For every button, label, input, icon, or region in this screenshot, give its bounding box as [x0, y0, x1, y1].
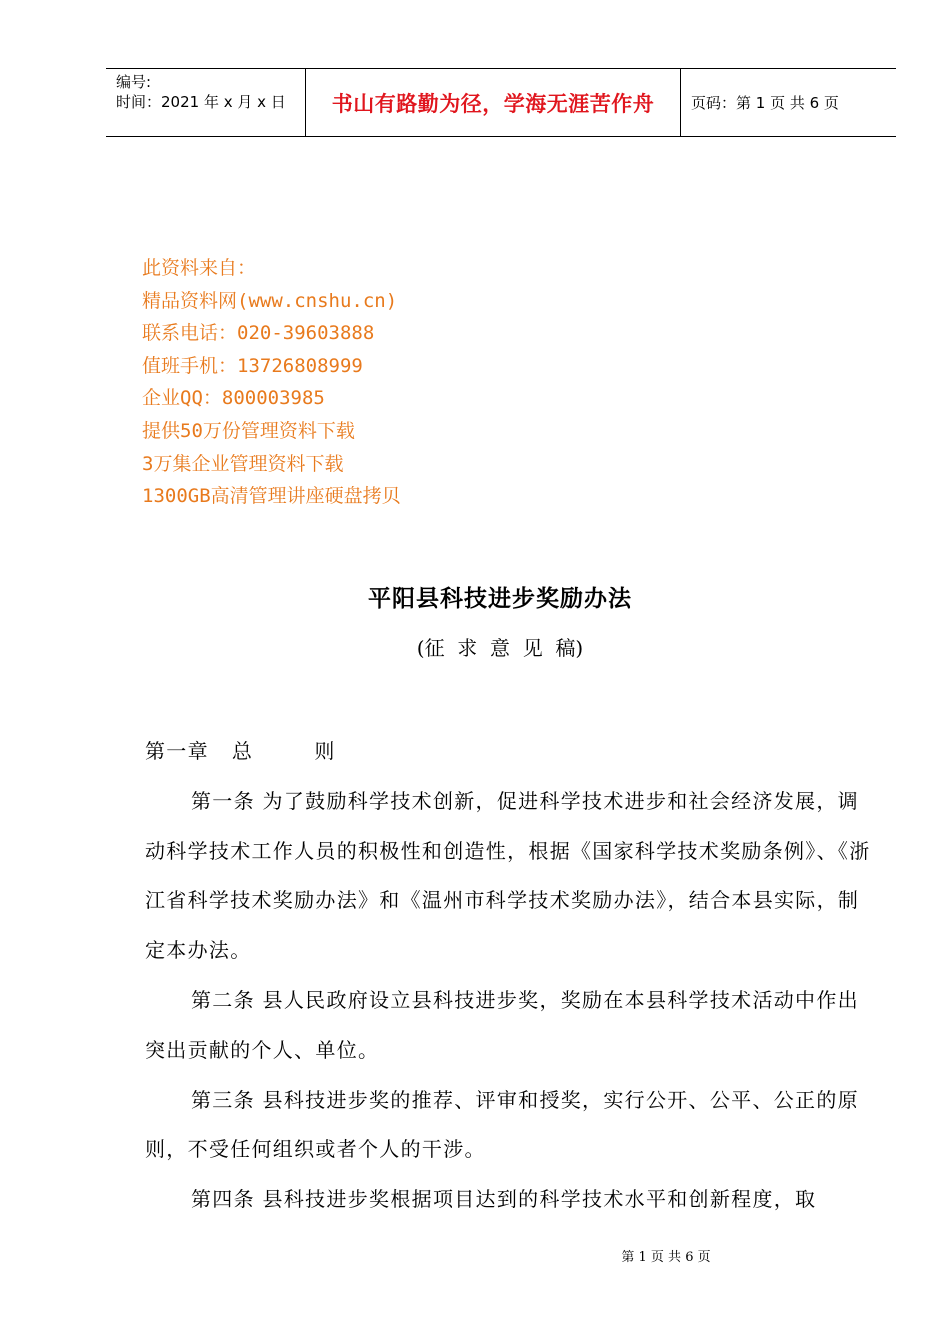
- page-header: [106, 68, 896, 137]
- header-meta: [106, 69, 306, 136]
- number-label: 编号:: [116, 73, 152, 91]
- chapter-heading: 第一章 总 则: [145, 739, 336, 763]
- promo-line: 值班手机：13726808999: [142, 354, 363, 377]
- promo-block: [142, 252, 401, 513]
- promo-line: 提供50万份管理资料下载: [142, 419, 355, 442]
- promo-line: 此资料来自：: [142, 257, 257, 279]
- article-paragraph: 第二条 县人民政府设立县科技进步奖，奖励在本县科学技术活动中作出突出贡献的个人、单位。: [145, 987, 859, 1062]
- promo-line: 联系电话：020-39603888: [142, 322, 375, 345]
- document-subtitle: (征 求 意 见 稿): [416, 636, 584, 660]
- page-footer: 第 1 页 共 6 页: [621, 1250, 711, 1265]
- document-title: 平阳县科技进步奖励办法: [368, 585, 632, 612]
- promo-line: 企业QQ：800003985: [142, 387, 325, 410]
- header-page-label: 页码：第 1 页 共 6 页: [691, 94, 839, 112]
- promo-line: 3万集企业管理资料下载: [142, 452, 344, 475]
- article-paragraph: 第一条 为了鼓励科学技术创新，促进科学技术进步和社会经济发展，调动科学技术工作人员的积极性和创造性，根据《国家科学技术奖励条例》、《浙江省科学技术奖励办法》和《温州市科学技术奖励办法》，结合本县实际，制定本办法。: [145, 788, 871, 963]
- promo-line: 1300GB高清管理讲座硬盘拷贝: [142, 485, 401, 508]
- time-label: 时间：2021 年 x 月 x 日: [116, 93, 286, 111]
- document-body: [145, 727, 875, 1225]
- promo-line: 精品资料网(www.cnshu.cn): [142, 289, 398, 312]
- header-motto: 书山有路勤为径，学海无涯苦作舟: [306, 69, 681, 136]
- article-paragraph: 第四条 县科技进步奖根据项目达到的科学技术水平和创新程度，取: [191, 1187, 817, 1212]
- article-paragraph: 第三条 县科技进步奖的推荐、评审和授奖，实行公开、公平、公正的原则，不受任何组织或者个人的干涉。: [145, 1087, 859, 1162]
